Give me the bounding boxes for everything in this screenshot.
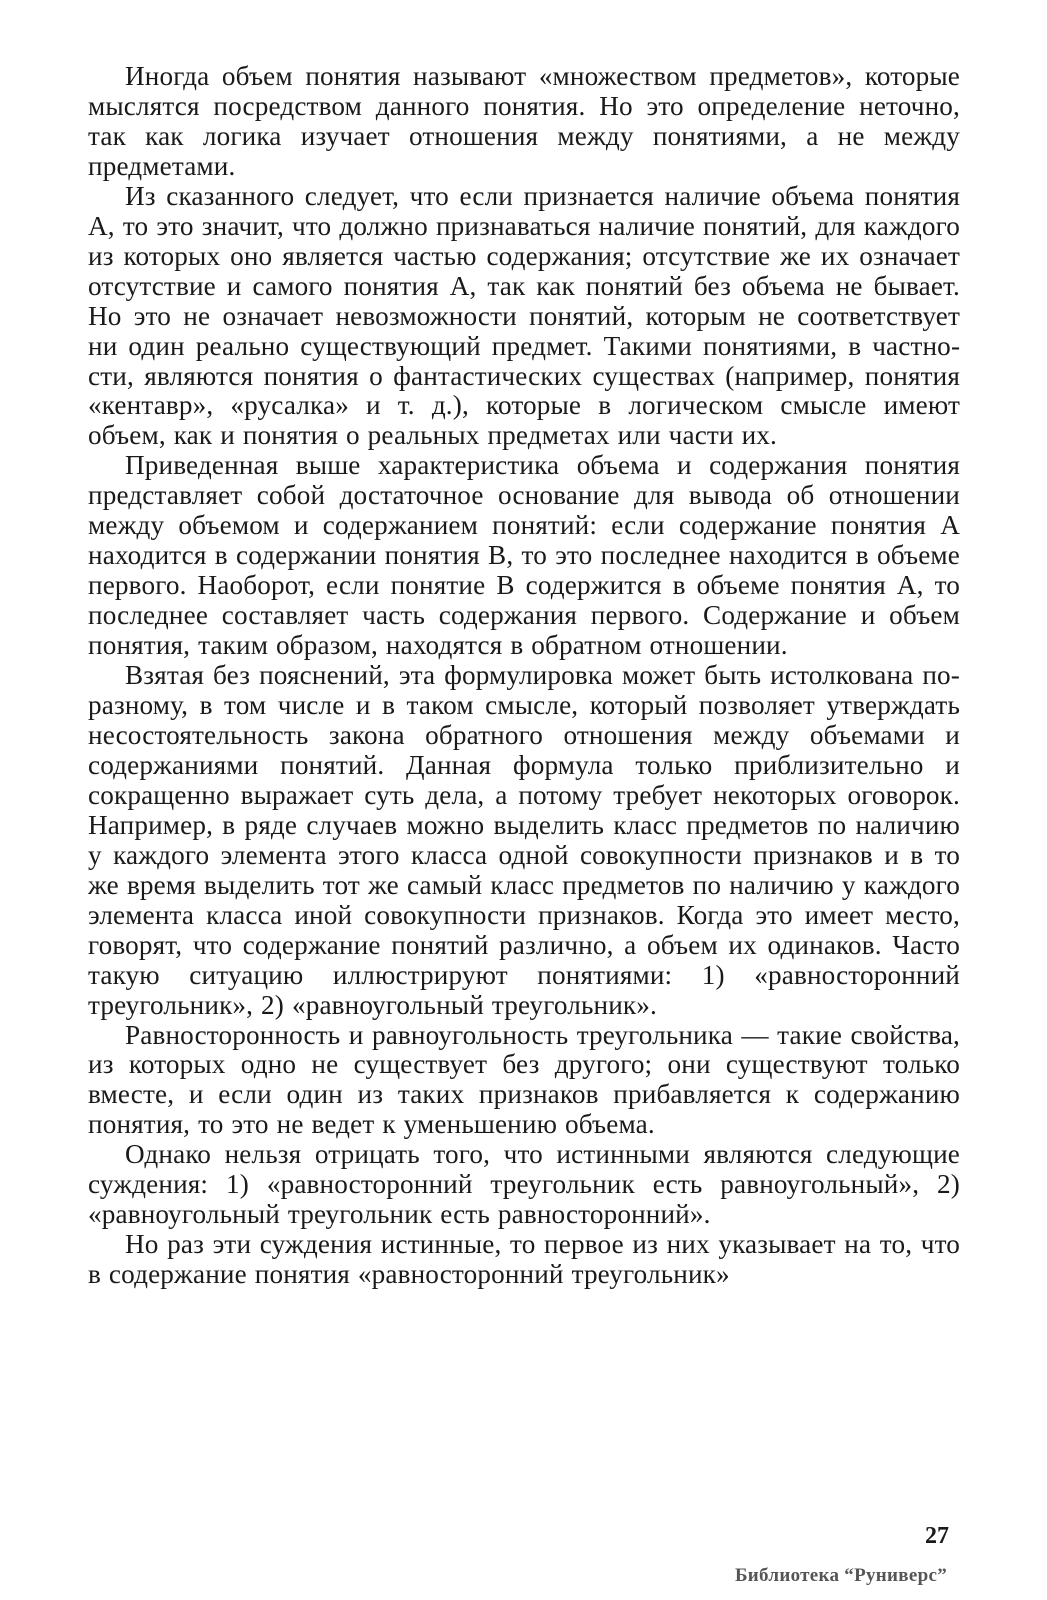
book-page bbox=[88, 62, 960, 1592]
page-number: 27 bbox=[925, 1523, 949, 1549]
paragraph-1: Иногда объем понятия называют «множеством предметов», которые мыслятся посредством данного понятия. Но это определение неточно, так как логика изучает отношения между понятиями, а не между предметами. bbox=[88, 61, 960, 181]
paragraph-5: Равносторонность и равноугольность треугольника — такие свойства, из которых одно не существует без другого; они существуют только вместе, и если один из таких признаков прибавляется к содержанию понятия, то это не ведет к уменьшению объема. bbox=[88, 1019, 960, 1140]
body-text bbox=[88, 62, 960, 1290]
paragraph-6: Однако нельзя отрицать того, что истинными являются следующие суждения: 1) «равносторонний треугольник есть равноугольный», 2) «равноугольный треугольник есть равносторонний». bbox=[88, 1139, 960, 1230]
library-footer: Библиотека “Руниверс” bbox=[734, 1565, 947, 1586]
paragraph-7: Но раз эти суждения истинные, то первое из них указывает на то, что в содержание понятия «равносторонний треугольник» bbox=[88, 1229, 960, 1290]
paragraph-2: Из сказанного следует, что если признается наличие объема понятия ⁠А, то это значит, что должно признаваться наличие понятий, для каждого из которых оно является частью содержания; отсутствие же их означает отсутствие и самого понятия А, так как понятий без объема не бывает. Но это не означает невозможности понятий, которым не соответствует ни один реально существующий предмет. Такими понятиями, в частности, являются понятия о фантастических существах (например, понятия «кентавр», «русалка» и т. д.), которые в логическом смысле имеют объем, как и понятия о реальных предметах или части их. bbox=[88, 180, 960, 451]
paragraph-3: Приведенная выше характеристика объема и содержания понятия представляет собой достаточное основание для вывода об отношении между объемом и содержанием понятий: если содержание понятия А находится в содержании понятия В, то это последнее находится в объеме первого. Наоборот, если понятие В содержится в объеме понятия А, то последнее составляет часть содержания первого. Содержание и объем понятия, таким образом, находятся в обратном отношении. bbox=[88, 450, 960, 661]
paragraph-4: Взятая без пояснений, эта формулировка может быть истолкована по-разному, в том числе и в таком смысле, который позволяет утверждать несостоятельность закона обратного отношения между объемами и содержаниями понятий. Данная формула только приблизительно и сокращенно выражает суть дела, а потому требует некоторых оговорок. Например, в ряде случаев можно выделить класс предметов по наличию у каждого элемента этого класса одной совокупности признаков и в то же время выделить тот же самый класс предметов по наличию у каждого элемента класса иной совокупности признаков. Когда это имеет место, говорят, что содержание понятий различно, а объем их одинаков. Часто такую ситуацию иллюстрируют понятиями: 1) «равносторонний треугольник», 2) «равноугольный треугольник». bbox=[88, 660, 960, 1020]
